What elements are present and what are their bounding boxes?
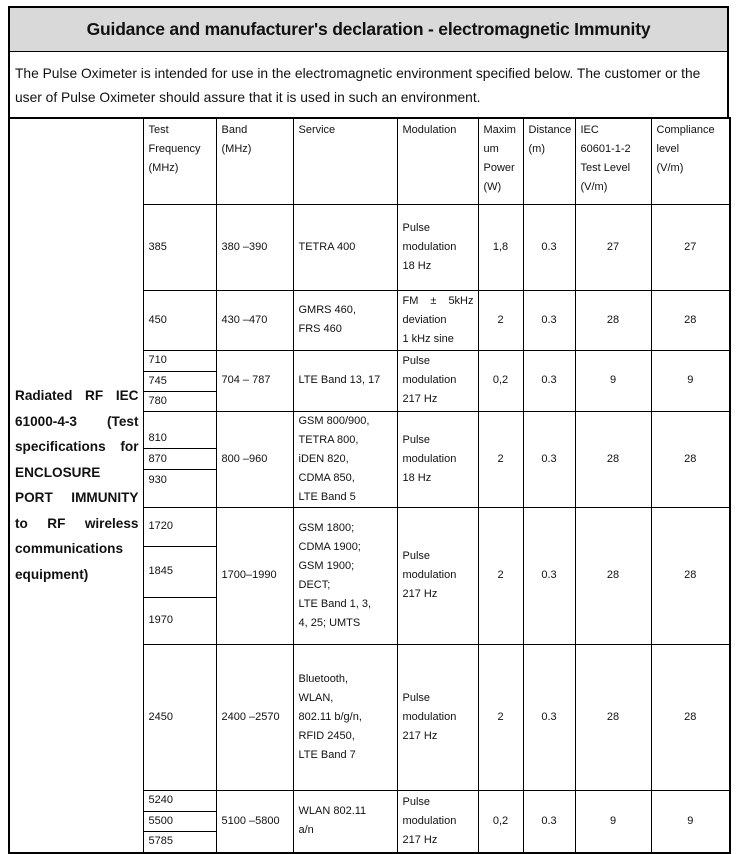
service-text-line: GSM 800/900, (298, 414, 370, 427)
service-text (299, 519, 397, 633)
service-text-line: iDEN 820, (298, 452, 349, 465)
freq-subcell: 710 (144, 351, 216, 372)
service-cell (293, 790, 397, 853)
service-text-line: GMRS 460, (298, 304, 356, 316)
modulation-cell (397, 507, 478, 644)
header-distance-text-line: Distance (528, 124, 572, 136)
service-text-line: RFID 2450, (298, 729, 355, 742)
freq-cell: 385 (143, 204, 216, 290)
service-text (299, 238, 397, 257)
compliance-cell: 28 (651, 290, 730, 350)
header-band-text-line: (MHz) (221, 143, 252, 155)
freq-cell (143, 411, 216, 507)
header-test_level-text-line: Test Level (580, 162, 631, 174)
modulation-text-line: deviation (402, 313, 447, 326)
header-band-text-line: Band (221, 124, 248, 136)
distance-cell: 0.3 (523, 507, 575, 644)
distance-cell: 0.3 (523, 790, 575, 853)
freq-cell (143, 790, 216, 853)
test-level-cell: 28 (575, 290, 651, 350)
freq-subcell: 5785 (148, 835, 173, 847)
test-level-cell: 28 (575, 507, 651, 644)
freq-cell (143, 350, 216, 411)
header-compliance-text-line: level (656, 143, 680, 155)
band-cell: 1700–1990 (216, 507, 293, 644)
service-text-line: CDMA 850, (298, 471, 355, 484)
freq-subcell: 5240 (144, 791, 216, 812)
header-power-text (484, 121, 523, 197)
modulation-text-line: 217 Hz (402, 833, 438, 846)
modulation-text-line: modulation (402, 374, 457, 386)
header-compliance-text-line: (V/m) (656, 162, 684, 174)
modulation-text-line: 217 Hz (402, 729, 438, 742)
test-level-cell: 9 (575, 350, 651, 411)
service-text-line: 802.11 b/g/n, (298, 710, 362, 723)
test-level-cell: 28 (575, 644, 651, 790)
header-freq-text-line: Test (148, 124, 169, 136)
header-test_level-text-line: (V/m) (580, 181, 608, 193)
service-text-line: WLAN, (298, 691, 334, 704)
modulation-cell (397, 790, 478, 853)
modulation-text-line: 18 Hz (402, 471, 432, 484)
band-cell: 2400 –2570 (216, 644, 293, 790)
test-level-cell: 9 (575, 790, 651, 853)
power-cell: 0,2 (478, 350, 523, 411)
header-distance-text (529, 121, 575, 159)
modulation-text-line: modulation (402, 710, 457, 723)
header-freq-text-line: (MHz) (148, 162, 179, 174)
compliance-cell: 9 (651, 790, 730, 853)
freq-subcell: 1845 (144, 547, 216, 598)
modulation-text-line: modulation (402, 452, 457, 465)
service-cell (293, 204, 397, 290)
modulation-text-line: modulation (402, 569, 457, 581)
freq-subcell: 745 (144, 372, 216, 392)
header-freq-text-line: Frequency (148, 143, 201, 155)
freq-cell: 450 (143, 290, 216, 350)
service-text-line: LTE Band 5 (298, 490, 356, 503)
header-distance-text-line: (m) (528, 143, 545, 155)
test-level-cell: 28 (575, 411, 651, 507)
freq-subcell: 780 (148, 394, 167, 407)
freq-cell: 2450 (143, 644, 216, 790)
header-power (478, 118, 523, 204)
service-text-line: CDMA 1900; (298, 540, 361, 553)
header-modulation-text (403, 121, 478, 140)
power-cell: 2 (478, 411, 523, 507)
service-text-line: 4, 25; UMTS (298, 616, 361, 629)
service-cell (293, 350, 397, 411)
service-text (299, 301, 397, 339)
power-cell: 2 (478, 290, 523, 350)
header-power-text-line: Power (483, 162, 515, 174)
fm-part: ± (430, 294, 437, 307)
header-service-text (299, 121, 397, 140)
band-cell: 704 – 787 (216, 350, 293, 411)
test-level-cell: 27 (575, 204, 651, 290)
immunity-table (8, 117, 731, 854)
freq-cell (143, 507, 216, 644)
modulation-text-line: Pulse (402, 691, 431, 704)
service-cell (293, 290, 397, 350)
service-text-line: TETRA 400 (298, 240, 356, 253)
distance-cell: 0.3 (523, 290, 575, 350)
compliance-cell: 28 (651, 411, 730, 507)
service-text-line: LTE Band 13, 17 (298, 374, 381, 386)
header-power-text-line: Maxim (483, 124, 516, 136)
emc-declaration-document (8, 6, 729, 854)
header-band-text (222, 121, 293, 159)
compliance-cell: 27 (651, 204, 730, 290)
modulation-text-line: modulation (402, 814, 457, 827)
modulation-cell (397, 411, 478, 507)
header-power-text-line: (W) (483, 181, 502, 193)
service-text-line: FRS 460 (298, 323, 342, 335)
power-cell: 1,8 (478, 204, 523, 290)
header-power-text-line: um (483, 143, 499, 155)
service-text-line: GSM 1900; (298, 559, 355, 572)
service-text-line: Bluetooth, (298, 672, 349, 685)
header-test_level-text (581, 121, 651, 197)
compliance-cell: 28 (651, 644, 730, 790)
service-cell (293, 411, 397, 507)
service-text-line: DECT; (298, 578, 331, 591)
header-freq (143, 118, 216, 204)
compliance-cell: 9 (651, 350, 730, 411)
band-cell: 430 –470 (216, 290, 293, 350)
modulation-text-line: Pulse (402, 433, 431, 446)
modulation-text-line: Pulse (402, 221, 431, 234)
modulation-text (403, 689, 478, 746)
service-text (299, 412, 397, 507)
band-cell: 5100 –5800 (216, 790, 293, 853)
header-band (216, 118, 293, 204)
service-text-line: LTE Band 7 (298, 748, 356, 761)
service-text-line: GSM 1800; (298, 521, 355, 534)
power-cell: 0,2 (478, 790, 523, 853)
fm-part: FM (402, 294, 419, 307)
modulation-cell (397, 290, 478, 350)
table-header-row (9, 118, 730, 204)
service-text (299, 670, 397, 765)
modulation-text-line: 1 kHz sine (402, 332, 454, 345)
modulation-cell (397, 350, 478, 411)
band-cell: 800 –960 (216, 411, 293, 507)
intro-paragraph: The Pulse Oximeter is intended for use in the electromagnetic environment specified below. The customer or the user of Pulse Oximeter should assure that it is used in such an environment. (8, 52, 729, 117)
service-text (299, 371, 397, 390)
freq-sublist (144, 351, 216, 411)
service-text-line: TETRA 800, (298, 433, 359, 446)
header-service-text-line: Service (298, 124, 336, 136)
header-service (293, 118, 397, 204)
header-test_level-text-line: IEC (580, 124, 599, 136)
modulation-text-line: Pulse (402, 550, 431, 562)
service-text-line: LTE Band 1, 3, (298, 597, 372, 610)
power-cell: 2 (478, 644, 523, 790)
service-text (299, 802, 397, 840)
modulation-text-line: Pulse (402, 355, 431, 367)
distance-cell: 0.3 (523, 411, 575, 507)
fm-part: 5kHz (448, 294, 474, 307)
header-compliance-text (657, 121, 730, 178)
modulation-text-line: modulation (402, 240, 457, 253)
service-cell (293, 507, 397, 644)
freq-subcell: 810 (144, 428, 216, 449)
freq-subcell: 930 (148, 473, 167, 486)
freq-sublist (144, 791, 216, 852)
modulation-text (403, 793, 478, 850)
modulation-text-line: 18 Hz (402, 259, 432, 272)
modulation-text-line: 217 Hz (402, 588, 438, 600)
header-modulation (397, 118, 478, 204)
header-compliance (651, 118, 730, 204)
service-cell (293, 644, 397, 790)
header-test_level-text-line: 60601-1-2 (580, 143, 631, 155)
modulation-text (403, 352, 478, 409)
band-cell: 380 –390 (216, 204, 293, 290)
modulation-cell (397, 644, 478, 790)
compliance-cell: 28 (651, 507, 730, 644)
freq-subcell: 5500 (144, 812, 216, 832)
header-freq-text (149, 121, 216, 178)
modulation-text-line: 217 Hz (402, 393, 438, 405)
power-cell: 2 (478, 507, 523, 644)
distance-cell: 0.3 (523, 204, 575, 290)
freq-sublist (144, 508, 216, 644)
distance-cell: 0.3 (523, 644, 575, 790)
modulation-cell (397, 204, 478, 290)
header-test_level (575, 118, 651, 204)
header-modulation-text-line: Modulation (402, 124, 457, 136)
modulation-text (403, 219, 478, 276)
distance-cell: 0.3 (523, 350, 575, 411)
header-compliance-text-line: Compliance (656, 124, 715, 136)
modulation-text (403, 547, 478, 604)
modulation-text (403, 311, 478, 349)
fm-deviation-line (403, 292, 478, 311)
header-distance (523, 118, 575, 204)
freq-subcell: 870 (144, 449, 216, 470)
modulation-text-line: Pulse (402, 795, 431, 808)
service-text-line: a/n (298, 824, 314, 836)
page-title: Guidance and manufacturer's declaration - electromagnetic Immunity (8, 6, 729, 52)
freq-subcell: 1970 (148, 614, 173, 626)
freq-sublist (144, 428, 216, 490)
section-label: Radiated RF IEC 61000-4-3 (Test specifications for ENCLOSURE PORT IMMUNITY to RF wireless communications equipment) (9, 118, 143, 853)
modulation-text (403, 431, 478, 488)
freq-subcell: 1720 (144, 508, 216, 547)
service-text-line: WLAN 802.11 (298, 805, 367, 817)
